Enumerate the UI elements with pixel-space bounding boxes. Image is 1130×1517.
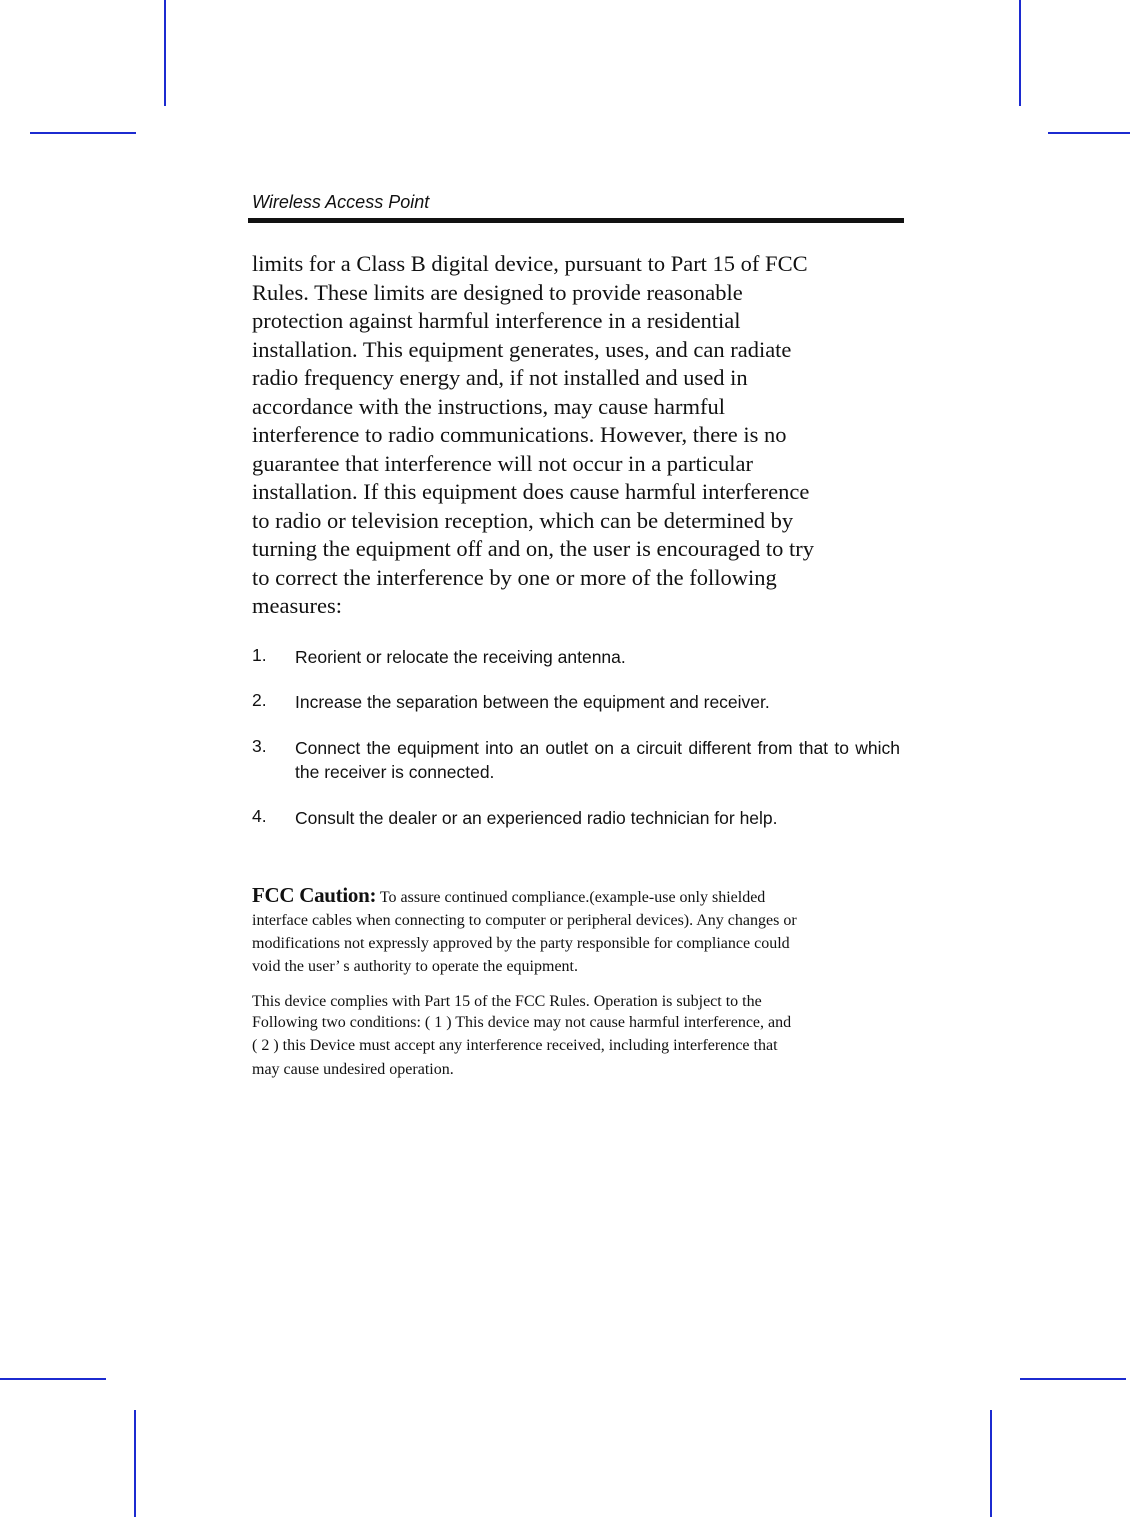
body-line: installation. This equipment generates, uses, and can radiate	[252, 336, 792, 362]
compliance-line: This device complies with Part 15 of the FCC Rules. Operation is subject to the	[252, 993, 762, 1010]
running-header: Wireless Access Point	[252, 192, 430, 212]
caution-line: interface cables when connecting to computer or peripheral devices). Any changes or	[252, 912, 797, 929]
body-line: limits for a Class B digital device, pursuant to Part 15 of FCC	[252, 251, 808, 276]
list-item-number: 2.	[252, 690, 267, 710]
crop-mark-bottom-left-horizontal	[0, 1378, 106, 1380]
list-item-number: 3.	[252, 736, 267, 756]
caution-first-line	[252, 884, 902, 909]
list-item-number: 4.	[252, 806, 267, 826]
list-item-text: Reorient or relocate the receiving antenna.	[295, 647, 626, 667]
header-rule	[248, 218, 904, 223]
crop-mark-top-left-horizontal	[30, 132, 136, 134]
list-item	[252, 645, 900, 669]
list-item-text: Increase the separation between the equipment and receiver.	[295, 692, 770, 712]
caution-line: modifications not expressly approved by the party responsible for compliance could	[252, 935, 790, 952]
body-line: Rules. These limits are designed to provide reasonable	[252, 279, 743, 305]
crop-mark-bottom-left-vertical	[134, 1410, 136, 1517]
compliance-line: Following two conditions: ( 1 ) This device may not cause harmful interference, and	[252, 1013, 792, 1031]
crop-mark-top-right-vertical	[1019, 0, 1021, 106]
list-item	[252, 736, 900, 784]
crop-mark-bottom-right-horizontal	[1020, 1378, 1126, 1380]
list-item-text: Consult the dealer or an experienced radio technician for help.	[295, 808, 778, 828]
body-line: to correct the interference by one or more of the following	[252, 564, 777, 590]
body-line: protection against harmful interference in a residential	[252, 308, 741, 333]
body-line: measures:	[252, 593, 342, 618]
crop-mark-top-left-vertical	[164, 0, 166, 106]
body-paragraph	[252, 250, 902, 621]
compliance-statement	[252, 990, 902, 1081]
list-item	[252, 806, 900, 830]
crop-mark-top-right-horizontal	[1048, 132, 1130, 134]
body-line: accordance with the instructions, may cause harmful	[252, 393, 725, 419]
list-item-number: 1.	[252, 645, 267, 665]
body-line: turning the equipment off and on, the user is encouraged to try	[252, 536, 814, 561]
body-line: radio frequency energy and, if not installed and used in	[252, 365, 748, 390]
caution-line: To assure continued compliance.(example-use only shielded	[376, 889, 766, 906]
body-line: interference to radio communications. However, there is no	[252, 422, 787, 447]
caution-title: FCC Caution	[252, 883, 370, 907]
list-item	[252, 690, 900, 714]
list-item-text: Connect the equipment into an outlet on a circuit different from that to which the receiver is connected.	[295, 738, 900, 782]
caution-line: void the user’ s authority to operate the equipment.	[252, 958, 578, 975]
crop-mark-bottom-right-vertical	[990, 1410, 992, 1517]
compliance-line: may cause undesired operation.	[252, 1060, 454, 1078]
fcc-caution	[252, 884, 902, 978]
compliance-line: ( 2 ) this Device must accept any interference received, including interference that	[252, 1037, 778, 1054]
body-line: installation. If this equipment does cause harmful interference	[252, 479, 810, 504]
body-line: guarantee that interference will not occur in a particular	[252, 450, 753, 476]
caution-colon: :	[369, 883, 377, 907]
body-line: to radio or television reception, which can be determined by	[252, 507, 794, 533]
